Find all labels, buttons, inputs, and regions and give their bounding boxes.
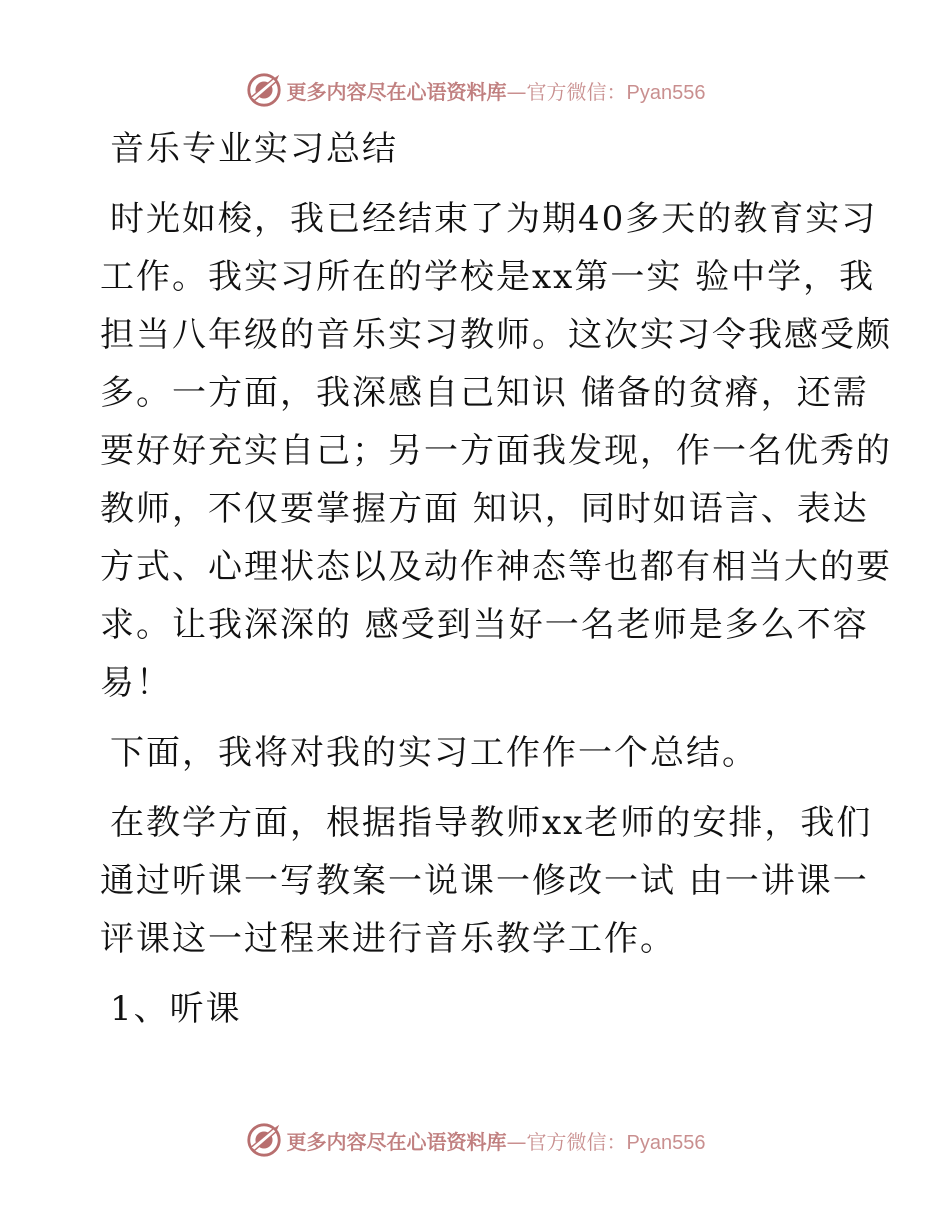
- document-title: 音乐专业实习总结: [110, 129, 398, 169]
- watermark-suffix: 官方微信：: [526, 1129, 627, 1154]
- paragraph-line: 担当八年级的音乐实习教师。这次实习令我感受颇: [100, 315, 892, 355]
- watermark-separator: —: [506, 79, 527, 104]
- watermark-code: Pyan556: [626, 1131, 706, 1154]
- watermark-suffix: 官方微信：: [526, 79, 627, 104]
- watermark-text: [287, 1126, 706, 1155]
- watermark-code: Pyan556: [626, 81, 706, 104]
- watermark-separator: —: [506, 1129, 527, 1154]
- paragraph-line: 在教学方面，根据指导教师xx老师的安排，我们: [110, 803, 873, 843]
- paragraph-line: 易！: [100, 663, 172, 703]
- logo-icon: [245, 71, 283, 109]
- watermark-main: 更多内容尽在心语资料库: [286, 79, 507, 104]
- logo-icon: [245, 1121, 283, 1159]
- watermark-text: [287, 76, 706, 105]
- paragraph-line: 要好好充实自己；另一方面我发现，作一名优秀的: [100, 431, 892, 471]
- document-body: [100, 120, 892, 1038]
- watermark-header: [0, 68, 950, 112]
- paragraph-line: 方式、心理状态以及动作神态等也都有相当大的要: [100, 547, 892, 587]
- paragraph-line: 时光如梭，我已经结束了为期40多天的教育实习: [110, 199, 878, 239]
- watermark-footer: [0, 1118, 950, 1162]
- paragraph-3: [100, 794, 873, 968]
- paragraph-line: 求。让我深深的 感受到当好一名老师是多么不容: [100, 605, 869, 645]
- paragraph-line: 评课这一过程来进行音乐教学工作。: [100, 919, 676, 959]
- paragraph-2: 下面，我将对我的实习工作作一个总结。: [110, 733, 758, 773]
- paragraph-line: 工作。我实习所在的学校是xx第一实 验中学，我: [100, 257, 876, 297]
- watermark-main: 更多内容尽在心语资料库: [286, 1129, 507, 1154]
- paragraph-1: [100, 190, 892, 712]
- paragraph-line: 教师，不仅要掌握方面 知识，同时如语言、表达: [100, 489, 869, 529]
- section-heading: 1、听课: [110, 989, 242, 1029]
- paragraph-line: 通过听课一写教案一说课一修改一试 由一讲课一: [100, 861, 869, 901]
- paragraph-line: 多。一方面，我深感自己知识 储备的贫瘠，还需: [100, 373, 869, 413]
